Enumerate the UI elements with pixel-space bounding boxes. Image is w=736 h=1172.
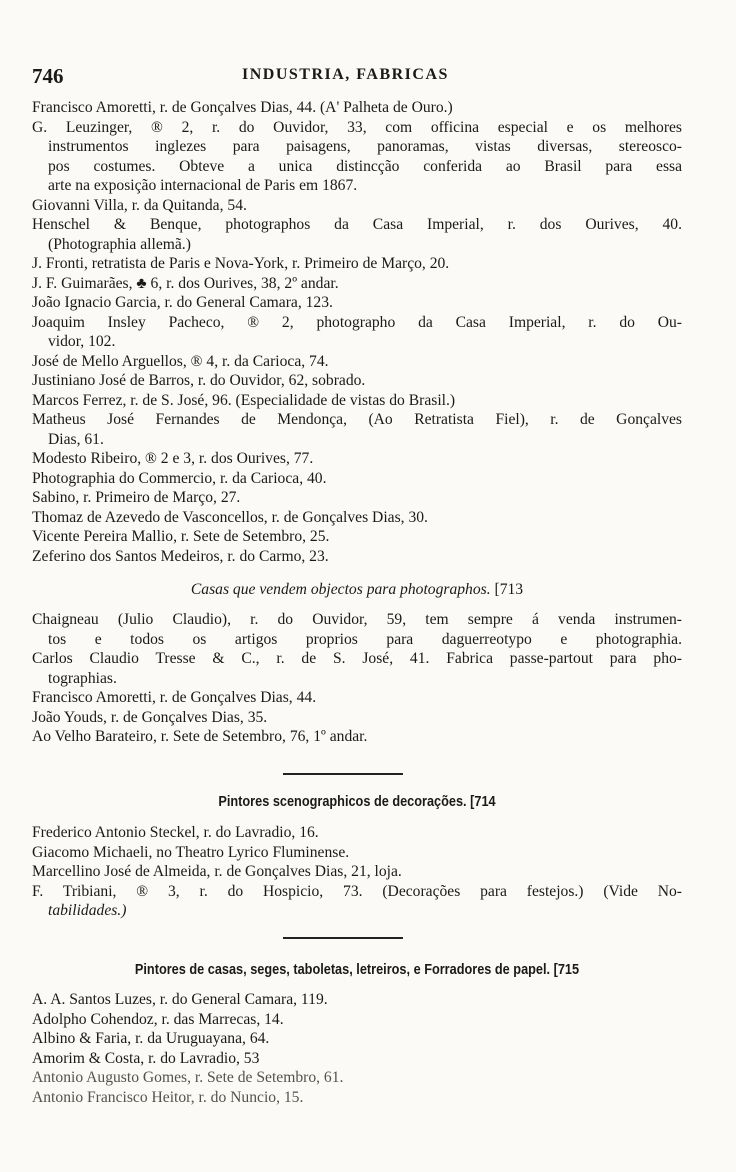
- list-item: J. Fronti, retratista de Paris e Nova-York, r. Primeiro de Março, 20.: [32, 255, 450, 272]
- list-item: Vicente Pereira Mallio, r. Sete de Setembro, 25.: [32, 528, 330, 545]
- list-item: Chaigneau (Julio Claudio), r. do Ouvidor, 59, tem sempre á venda instrumen-: [32, 611, 682, 628]
- page-header: [32, 64, 672, 88]
- list-item: G. Leuzinger, ® 2, r. do Ouvidor, 33, com officina especial e os melhores: [32, 118, 682, 136]
- section-title: Pintores de casas, seges, taboletas, letreiros, e Forradores de papel.: [134, 962, 551, 978]
- section-heading-photo-supplies: [32, 580, 682, 600]
- running-title: INDUSTRIA, FABRICAS: [242, 66, 449, 83]
- list-item: Francisco Amoretti, r. de Gonçalves Dias, 44.: [32, 689, 317, 706]
- list-item: Henschel & Benque, photographos da Casa Imperial, r. dos Ourives, 40.: [32, 216, 682, 233]
- list-item-continuation: Dias, 61.: [48, 430, 104, 448]
- list-item: Frederico Antonio Steckel, r. do Lavradio, 16.: [32, 824, 319, 841]
- list-item: Amorim & Costa, r. do Lavradio, 53: [32, 1049, 260, 1067]
- section-title: Casas que vendem objectos para photographos.: [190, 581, 491, 598]
- list-item: Giacomo Michaeli, no Theatro Lyrico Fluminense.: [32, 843, 350, 861]
- section-number: [714: [470, 794, 496, 810]
- list-item-continuation: tos e todos os artigos proprios para daguerreotypo e photographia.: [48, 630, 682, 648]
- section-number: [713: [494, 581, 524, 598]
- scenic-painters-list: [32, 823, 682, 921]
- list-item: Joaquim Insley Pacheco, ® 2, photographo da Casa Imperial, r. do Ou-: [32, 313, 682, 331]
- section-heading-scenic-painters: [32, 792, 682, 812]
- list-item: Antonio Augusto Gomes, r. Sete de Setembro, 61.: [32, 1069, 344, 1086]
- page-number: 746: [32, 64, 64, 88]
- list-item-continuation: (Photographia allemã.): [48, 235, 191, 253]
- list-item-continuation: instrumentos inglezes para paisagens, panoramas, vistas diversas, stereosco-: [48, 138, 682, 155]
- list-item: Matheus José Fernandes de Mendonça, (Ao Retratista Fiel), r. de Gonçalves: [32, 411, 682, 428]
- list-item: João Ignacio Garcia, r. do General Camara, 123.: [32, 294, 333, 311]
- list-item: Albino & Faria, r. da Uruguayana, 64.: [32, 1030, 270, 1047]
- list-item: Marcos Ferrez, r. de S. José, 96. (Especialidade de vistas do Brasil.): [32, 391, 456, 409]
- section-heading-house-painters: [32, 960, 682, 980]
- list-item: João Youds, r. de Gonçalves Dias, 35.: [32, 708, 268, 726]
- section-divider: [283, 937, 403, 939]
- house-painters-list: [32, 990, 682, 1107]
- list-item: Photographia do Commercio, r. da Carioca, 40.: [32, 469, 327, 487]
- list-item: José de Mello Arguellos, ® 4, r. da Carioca, 74.: [32, 352, 329, 370]
- list-item-continuation: tographias.: [48, 669, 117, 687]
- photo-supplies-list: [32, 610, 682, 747]
- photographers-list: [32, 98, 682, 566]
- list-item-continuation: tabilidades.): [48, 902, 127, 919]
- list-item: Marcellino José de Almeida, r. de Gonçalves Dias, 21, loja.: [32, 863, 402, 880]
- list-item-continuation: vidor, 102.: [48, 333, 116, 350]
- list-item-continuation: pos costumes. Obteve a unica distincção conferida ao Brasil para essa: [48, 157, 682, 175]
- section-title: Pintores scenographicos de decorações.: [218, 794, 467, 810]
- list-item: A. A. Santos Luzes, r. do General Camara, 119.: [32, 991, 328, 1008]
- list-item: F. Tribiani, ® 3, r. do Hospicio, 73. (Decorações para festejos.) (Vide No-: [32, 882, 682, 900]
- list-item: Carlos Claudio Tresse & C., r. de S. José, 41. Fabrica passe-partout para pho-: [32, 650, 682, 667]
- list-item-continuation: arte na exposição internacional de Paris em 1867.: [48, 177, 358, 194]
- list-item: Ao Velho Barateiro, r. Sete de Setembro, 76, 1º andar.: [32, 728, 368, 745]
- list-item: J. F. Guimarães, ♣ 6, r. dos Ourives, 38, 2º andar.: [32, 274, 339, 292]
- section-divider: [283, 773, 403, 775]
- list-item: Modesto Ribeiro, ® 2 e 3, r. dos Ourives, 77.: [32, 450, 314, 467]
- list-item: Justiniano José de Barros, r. do Ouvidor, 62, sobrado.: [32, 372, 366, 389]
- section-number: [715: [553, 962, 580, 978]
- list-item: Thomaz de Azevedo de Vasconcellos, r. de Gonçalves Dias, 30.: [32, 508, 428, 526]
- list-item: Sabino, r. Primeiro de Março, 27.: [32, 489, 241, 506]
- list-item: Antonio Francisco Heitor, r. do Nuncio, 15.: [32, 1088, 304, 1106]
- list-item: Francisco Amoretti, r. de Gonçalves Dias, 44. (A' Palheta de Ouro.): [32, 99, 453, 116]
- list-item: Giovanni Villa, r. da Quitanda, 54.: [32, 196, 247, 214]
- list-item: Adolpho Cohendoz, r. das Marrecas, 14.: [32, 1010, 284, 1028]
- list-item: Zeferino dos Santos Medeiros, r. do Carmo, 23.: [32, 547, 329, 565]
